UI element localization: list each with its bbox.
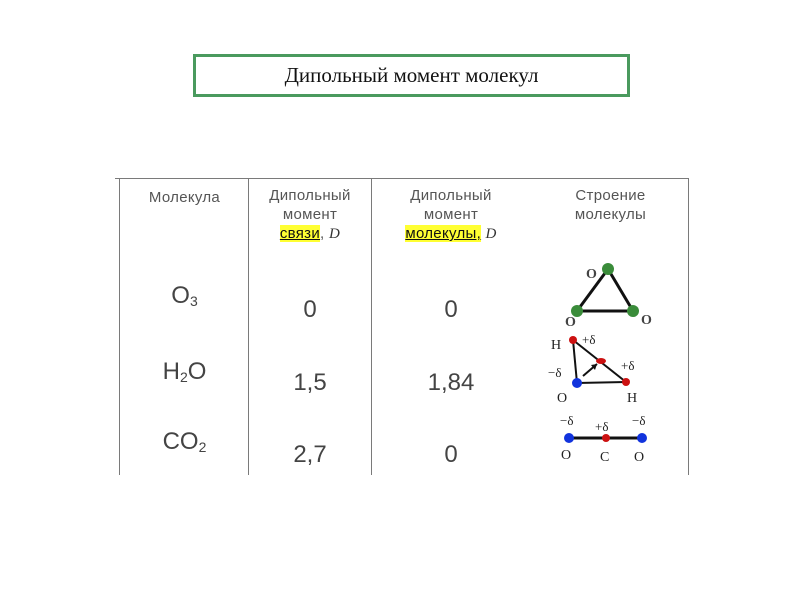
table-left-border	[119, 178, 120, 475]
h2o-atom-h-left	[569, 336, 577, 344]
row-o3-formula: $O_3$	[171, 282, 198, 309]
co2-label-minus-right: −δ	[632, 413, 646, 428]
h2o-structure-diagram	[545, 332, 665, 406]
row-co2-formula: $CO_2$	[162, 428, 207, 455]
header-bond-dipole: Дипольный момент связи, D	[269, 187, 351, 242]
row-co2-molecule-value: 0	[444, 441, 458, 468]
o3-atom-right	[627, 305, 639, 317]
header-molecule-dipole: Дипольный момент молекулы, D	[405, 187, 497, 242]
h2o-atom-h-right	[622, 378, 630, 386]
o3-atom-top	[602, 263, 614, 275]
row-h2o-bond-value: 1,5	[293, 369, 327, 396]
h2o-label-plus-left: +δ	[582, 332, 596, 347]
co2-atom-o-left	[564, 433, 574, 443]
o3-bond-right	[608, 269, 633, 311]
co2-label-o-left: O	[561, 448, 572, 463]
header-structure: Строение молекулы	[574, 187, 647, 223]
row-o3-bond-value: 0	[303, 296, 317, 323]
co2-label-c: C	[600, 450, 610, 465]
row-co2-bond-value: 2,7	[293, 441, 327, 468]
h2o-label-plus-right: +δ	[621, 358, 635, 373]
row-h2o-formula: $H_2O$	[162, 358, 207, 385]
co2-structure-diagram	[555, 410, 665, 466]
slide-title-text: Дипольный момент молекул	[284, 63, 539, 87]
o3-structure-diagram	[555, 258, 665, 330]
co2-atom-c	[602, 434, 610, 442]
row-o3-molecule-value: 0	[444, 296, 458, 323]
table-top-border	[115, 178, 689, 179]
h2o-label-h-right: H	[627, 391, 638, 406]
table-right-border	[688, 178, 689, 475]
h2o-charge-center	[596, 358, 606, 364]
row-h2o-molecule-value: 1,84	[427, 369, 475, 396]
h2o-label-h-left: H	[551, 338, 562, 353]
h2o-atom-o	[572, 378, 582, 388]
header-molecule: Молекула	[148, 189, 221, 206]
co2-label-minus-left: −δ	[560, 413, 574, 428]
h2o-label-minus: −δ	[548, 365, 562, 380]
h2o-bond-h-o	[573, 340, 577, 383]
slide-title	[193, 54, 630, 97]
o3-label-right: O	[641, 313, 652, 328]
co2-label-o-right: O	[634, 450, 645, 465]
o3-label-top: O	[586, 267, 597, 282]
o3-label-left: O	[565, 315, 576, 330]
h2o-label-o: O	[557, 391, 568, 406]
co2-label-plus: +δ	[595, 419, 609, 434]
co2-atom-o-right	[637, 433, 647, 443]
h2o-bond-o-h	[577, 382, 626, 383]
